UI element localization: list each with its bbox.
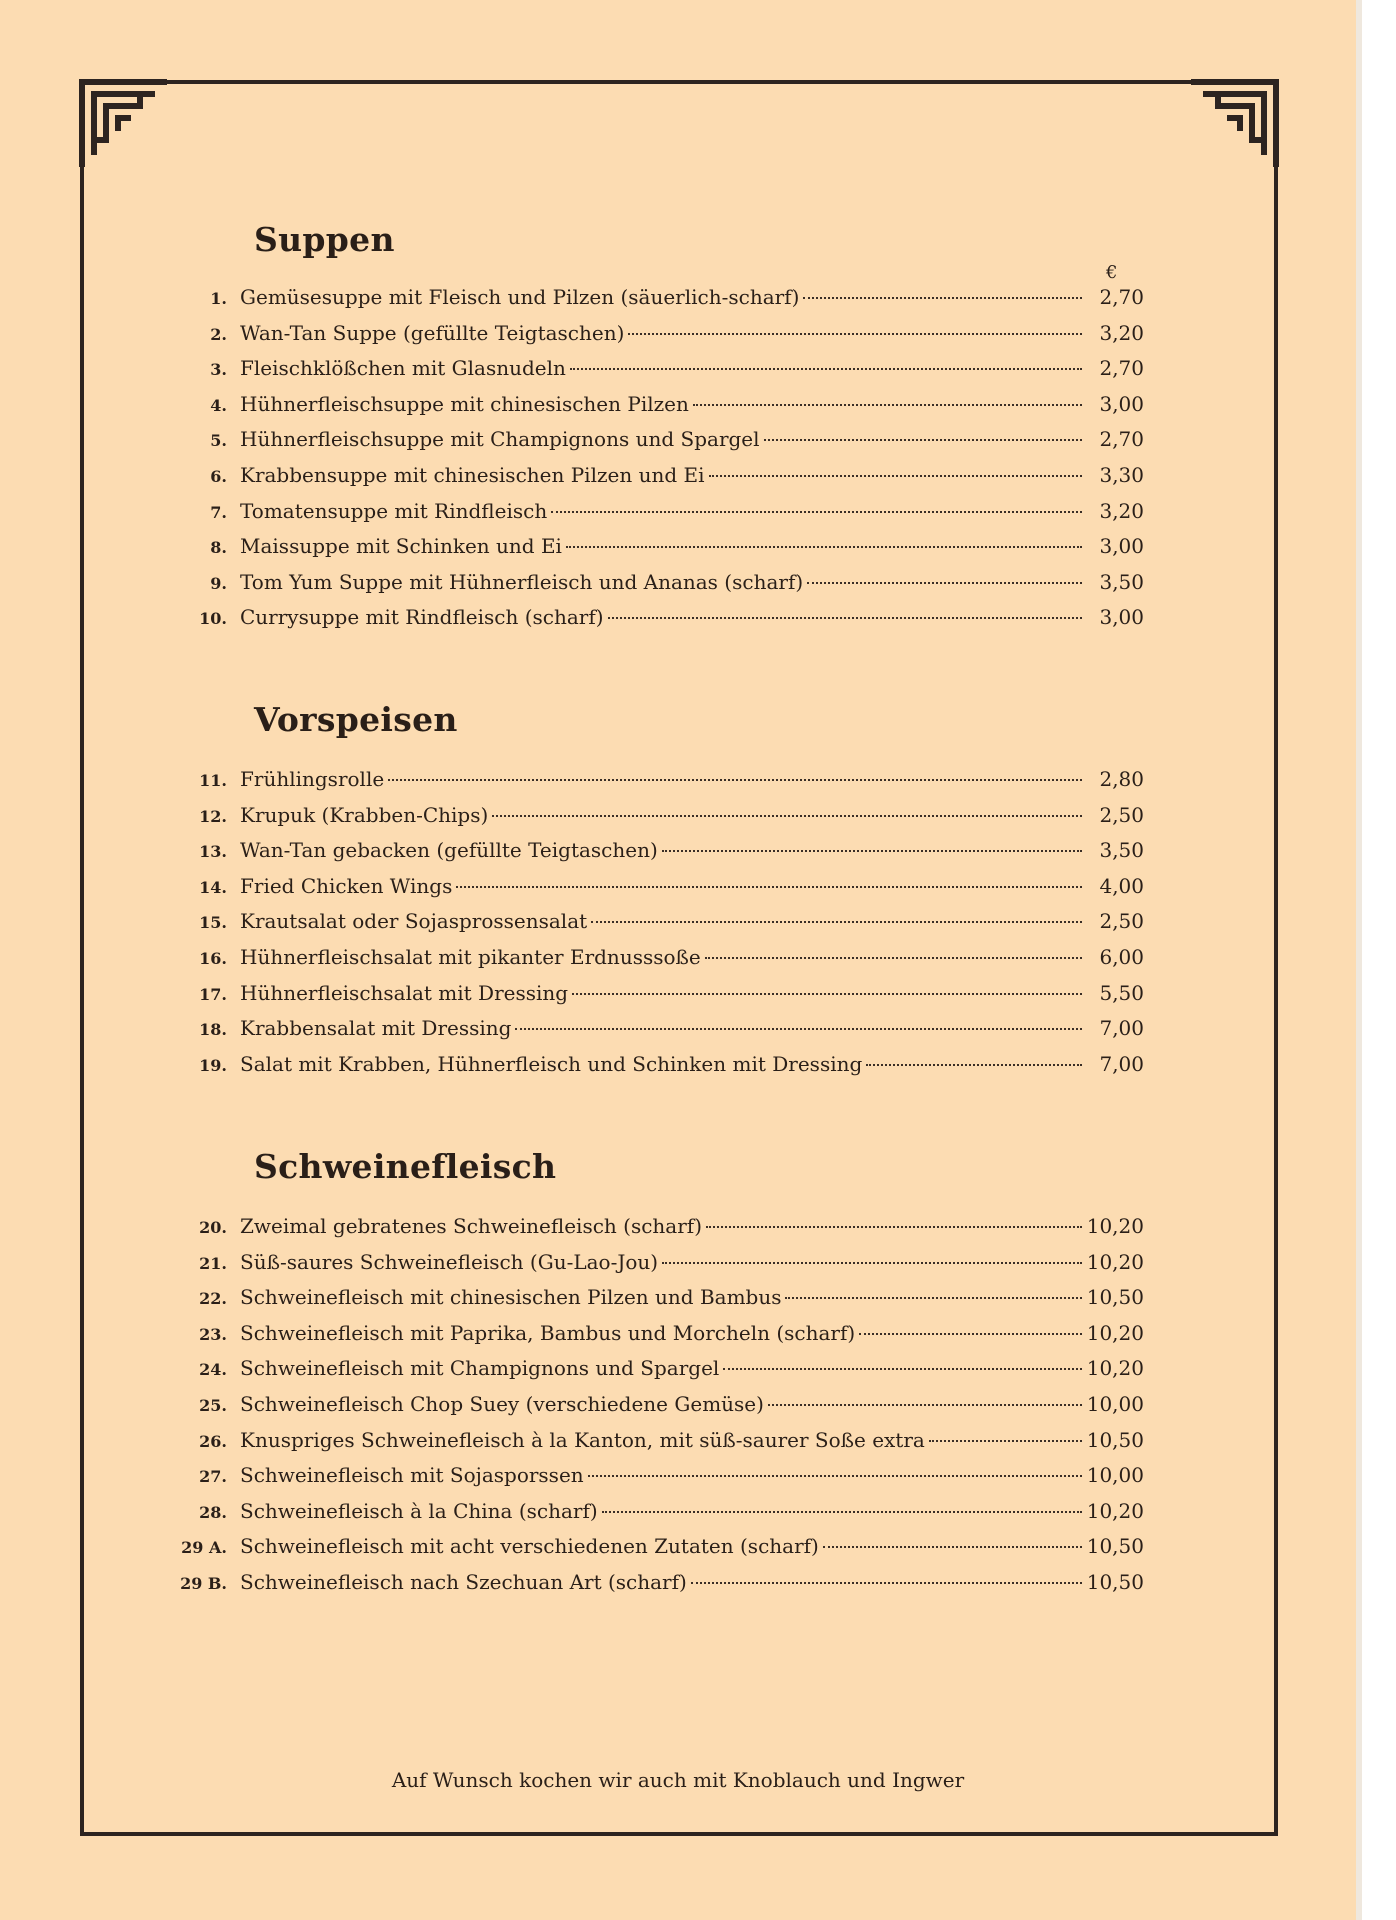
dot-leader	[456, 886, 1082, 888]
dot-leader	[388, 779, 1082, 781]
item-number: 12.	[199, 806, 227, 826]
dot-leader	[706, 1226, 1082, 1228]
item-price: 3,00	[1099, 605, 1144, 630]
section-title-schweinefleisch: Schweinefleisch	[254, 1147, 557, 1186]
currency-symbol: €	[1106, 262, 1118, 283]
item-name: Hühnerfleischsuppe mit chinesischen Pilzen	[240, 391, 689, 416]
item-number: 26.	[199, 1431, 227, 1451]
item-price: 2,80	[1099, 767, 1144, 791]
item-number: 16.	[199, 949, 227, 968]
item-name: Schweinefleisch Chop Suey (verschiedene Gemüse)	[240, 1392, 764, 1416]
item-name: Salat mit Krabben, Hühnerfleisch und Schinken mit Dressing	[240, 1051, 863, 1076]
dot-leader	[515, 1028, 1082, 1030]
item-number: 29 A.	[181, 1538, 227, 1558]
item-name: Fried Chicken Wings	[240, 873, 453, 898]
item-price: 10,20	[1086, 1356, 1144, 1381]
menu-item	[160, 427, 1144, 459]
item-price: 2,50	[1099, 909, 1144, 934]
dot-leader	[492, 815, 1082, 817]
menu-item	[160, 767, 1144, 799]
item-number: 14.	[199, 877, 227, 897]
menu-item	[160, 909, 1144, 941]
menu-item	[160, 1016, 1144, 1048]
menu-item	[160, 1321, 1144, 1353]
item-price: 10,20	[1086, 1214, 1144, 1238]
item-name: Schweinefleisch mit Champignons und Spargel	[240, 1356, 720, 1381]
dot-leader	[566, 546, 1082, 548]
item-number: 22.	[199, 1289, 227, 1309]
menu-item	[160, 285, 1144, 317]
item-number: 25.	[199, 1396, 227, 1415]
item-number: 11.	[199, 771, 227, 790]
menu-item	[160, 1052, 1144, 1084]
item-price: 2,50	[1099, 802, 1144, 827]
menu-item	[160, 981, 1144, 1013]
item-price: 6,00	[1099, 945, 1144, 969]
item-name: Tom Yum Suppe mit Hühnerfleisch und Ananas (scharf)	[240, 569, 804, 594]
item-price: 10,00	[1086, 1463, 1144, 1488]
item-price: 10,50	[1086, 1534, 1144, 1559]
item-name: Hühnerfleischsalat mit pikanter Erdnusssoße	[240, 945, 701, 969]
item-name: Wan-Tan gebacken (gefüllte Teigtaschen)	[240, 838, 658, 863]
menu-item	[160, 605, 1144, 637]
menu-item	[160, 838, 1144, 870]
item-name: Schweinefleisch mit acht verschiedenen Zutaten (scharf)	[240, 1534, 819, 1559]
footer-note: Auf Wunsch kochen wir auch mit Knoblauch und Ingwer	[391, 1768, 965, 1792]
dot-leader	[588, 1475, 1082, 1477]
dot-leader	[866, 1064, 1082, 1066]
item-number: 10.	[199, 609, 227, 629]
item-name: Schweinefleisch mit Sojasporssen	[240, 1463, 584, 1488]
item-name: Schweinefleisch mit chinesischen Pilzen und Bambus	[240, 1285, 782, 1310]
item-number: 7.	[210, 502, 227, 522]
menu-item	[160, 1570, 1144, 1602]
item-price: 3,30	[1099, 463, 1144, 487]
menu-item	[160, 1250, 1144, 1282]
dot-leader	[929, 1440, 1082, 1442]
dot-leader	[591, 921, 1082, 923]
item-name: Wan-Tan Suppe (gefüllte Teigtaschen)	[240, 320, 625, 345]
item-name: Frühlingsrolle	[240, 767, 385, 791]
dot-leader	[551, 511, 1082, 513]
item-name: Schweinefleisch à la China (scharf)	[240, 1498, 598, 1523]
item-price: 3,00	[1099, 391, 1144, 416]
dot-leader	[662, 1262, 1082, 1264]
item-number: 20.	[199, 1218, 227, 1237]
item-price: 4,00	[1099, 873, 1144, 898]
dot-leader	[764, 439, 1082, 441]
dot-leader	[608, 617, 1082, 619]
item-price: 10,20	[1086, 1498, 1144, 1523]
item-number: 5.	[210, 431, 227, 451]
item-price: 10,50	[1086, 1427, 1144, 1452]
dot-leader	[709, 475, 1082, 477]
menu-item	[160, 1356, 1144, 1388]
item-name: Hühnerfleischsalat mit Dressing	[240, 980, 569, 1005]
item-name: Schweinefleisch nach Szechuan Art (scharf)	[240, 1570, 687, 1594]
menu-item	[160, 499, 1144, 531]
item-price: 10,20	[1086, 1320, 1144, 1345]
item-price: 10,50	[1086, 1570, 1144, 1594]
dot-leader	[768, 1404, 1082, 1406]
menu-item	[160, 945, 1144, 977]
item-number: 6.	[210, 467, 227, 486]
menu-item	[160, 874, 1144, 906]
chinese-corner-ornament-icon	[78, 78, 168, 168]
item-price: 10,00	[1086, 1392, 1144, 1416]
dot-leader	[785, 1297, 1082, 1299]
item-name: Süß-saures Schweinefleisch (Gu-Lao-Jou)	[240, 1249, 659, 1274]
item-name: Currysuppe mit Rindfleisch (scharf)	[240, 605, 604, 630]
dot-leader	[662, 850, 1082, 852]
item-number: 28.	[199, 1502, 227, 1522]
item-number: 19.	[199, 1055, 227, 1075]
item-price: 5,50	[1099, 980, 1144, 1005]
dot-leader	[859, 1333, 1082, 1335]
dot-leader	[572, 993, 1082, 995]
menu-item	[160, 1214, 1144, 1246]
dot-leader	[628, 333, 1082, 335]
menu-item	[160, 1499, 1144, 1531]
menu-item	[160, 1463, 1144, 1495]
menu-item	[160, 1392, 1144, 1424]
item-name: Knuspriges Schweinefleisch à la Kanton, mit süß-saurer Soße extra	[240, 1427, 925, 1452]
item-name: Krautsalat oder Sojasprossensalat	[240, 909, 588, 934]
item-name: Gemüsesuppe mit Fleisch und Pilzen (säuerlich-scharf)	[240, 285, 800, 309]
section-title-suppen: Suppen	[254, 220, 395, 259]
dot-leader	[823, 1546, 1082, 1548]
menu-item	[160, 392, 1144, 424]
item-number: 1.	[210, 289, 227, 308]
dot-leader	[723, 1368, 1082, 1370]
item-price: 7,00	[1099, 1051, 1144, 1076]
item-price: 3,20	[1099, 498, 1144, 523]
menu-item	[160, 1534, 1144, 1566]
item-number: 23.	[199, 1324, 227, 1344]
item-price: 2,70	[1099, 285, 1144, 309]
item-number: 21.	[199, 1253, 227, 1273]
dot-leader	[803, 297, 1082, 299]
menu-item	[160, 570, 1144, 602]
item-number: 18.	[199, 1020, 227, 1040]
item-name: Maissuppe mit Schinken und Ei	[240, 534, 562, 559]
item-price: 10,50	[1086, 1285, 1144, 1310]
item-price: 2,70	[1099, 427, 1144, 452]
item-price: 2,70	[1099, 356, 1144, 381]
item-number: 27.	[199, 1467, 227, 1487]
page-edge	[1356, 0, 1362, 1920]
dot-leader	[691, 1582, 1082, 1584]
item-name: Hühnerfleischsuppe mit Champignons und Spargel	[240, 427, 760, 452]
item-number: 15.	[199, 913, 227, 933]
item-number: 4.	[210, 395, 227, 415]
item-number: 17.	[199, 984, 227, 1004]
item-name: Krupuk (Krabben-Chips)	[240, 802, 489, 827]
item-price: 10,20	[1086, 1249, 1144, 1274]
item-name: Fleischklößchen mit Glasnudeln	[240, 356, 566, 381]
item-number: 9.	[210, 573, 227, 593]
item-price: 3,20	[1099, 320, 1144, 345]
section-title-vorspeisen: Vorspeisen	[254, 700, 458, 739]
chinese-corner-ornament-icon	[1190, 78, 1280, 168]
item-price: 3,00	[1099, 534, 1144, 559]
item-number: 2.	[210, 324, 227, 344]
menu-item	[160, 463, 1144, 495]
item-number: 13.	[199, 842, 227, 862]
item-number: 24.	[199, 1360, 227, 1380]
menu-item	[160, 803, 1144, 835]
menu-item	[160, 1285, 1144, 1317]
dot-leader	[602, 1511, 1082, 1513]
item-number: 29 B.	[180, 1574, 227, 1593]
item-name: Krabbensuppe mit chinesischen Pilzen und Ei	[240, 463, 705, 487]
item-price: 7,00	[1099, 1016, 1144, 1041]
dot-leader	[807, 582, 1082, 584]
item-name: Zweimal gebratenes Schweinefleisch (scharf)	[240, 1214, 702, 1238]
menu-item	[160, 321, 1144, 353]
item-number: 8.	[210, 538, 227, 558]
item-price: 3,50	[1099, 569, 1144, 594]
item-name: Tomatensuppe mit Rindfleisch	[240, 498, 548, 523]
item-number: 3.	[210, 360, 227, 380]
item-price: 3,50	[1099, 838, 1144, 863]
menu-item	[160, 1428, 1144, 1460]
menu-item	[160, 356, 1144, 388]
menu-item	[160, 534, 1144, 566]
dot-leader	[705, 957, 1082, 959]
item-name: Schweinefleisch mit Paprika, Bambus und Morcheln (scharf)	[240, 1320, 856, 1345]
dot-leader	[570, 368, 1082, 370]
dot-leader	[693, 404, 1082, 406]
item-name: Krabbensalat mit Dressing	[240, 1016, 512, 1041]
